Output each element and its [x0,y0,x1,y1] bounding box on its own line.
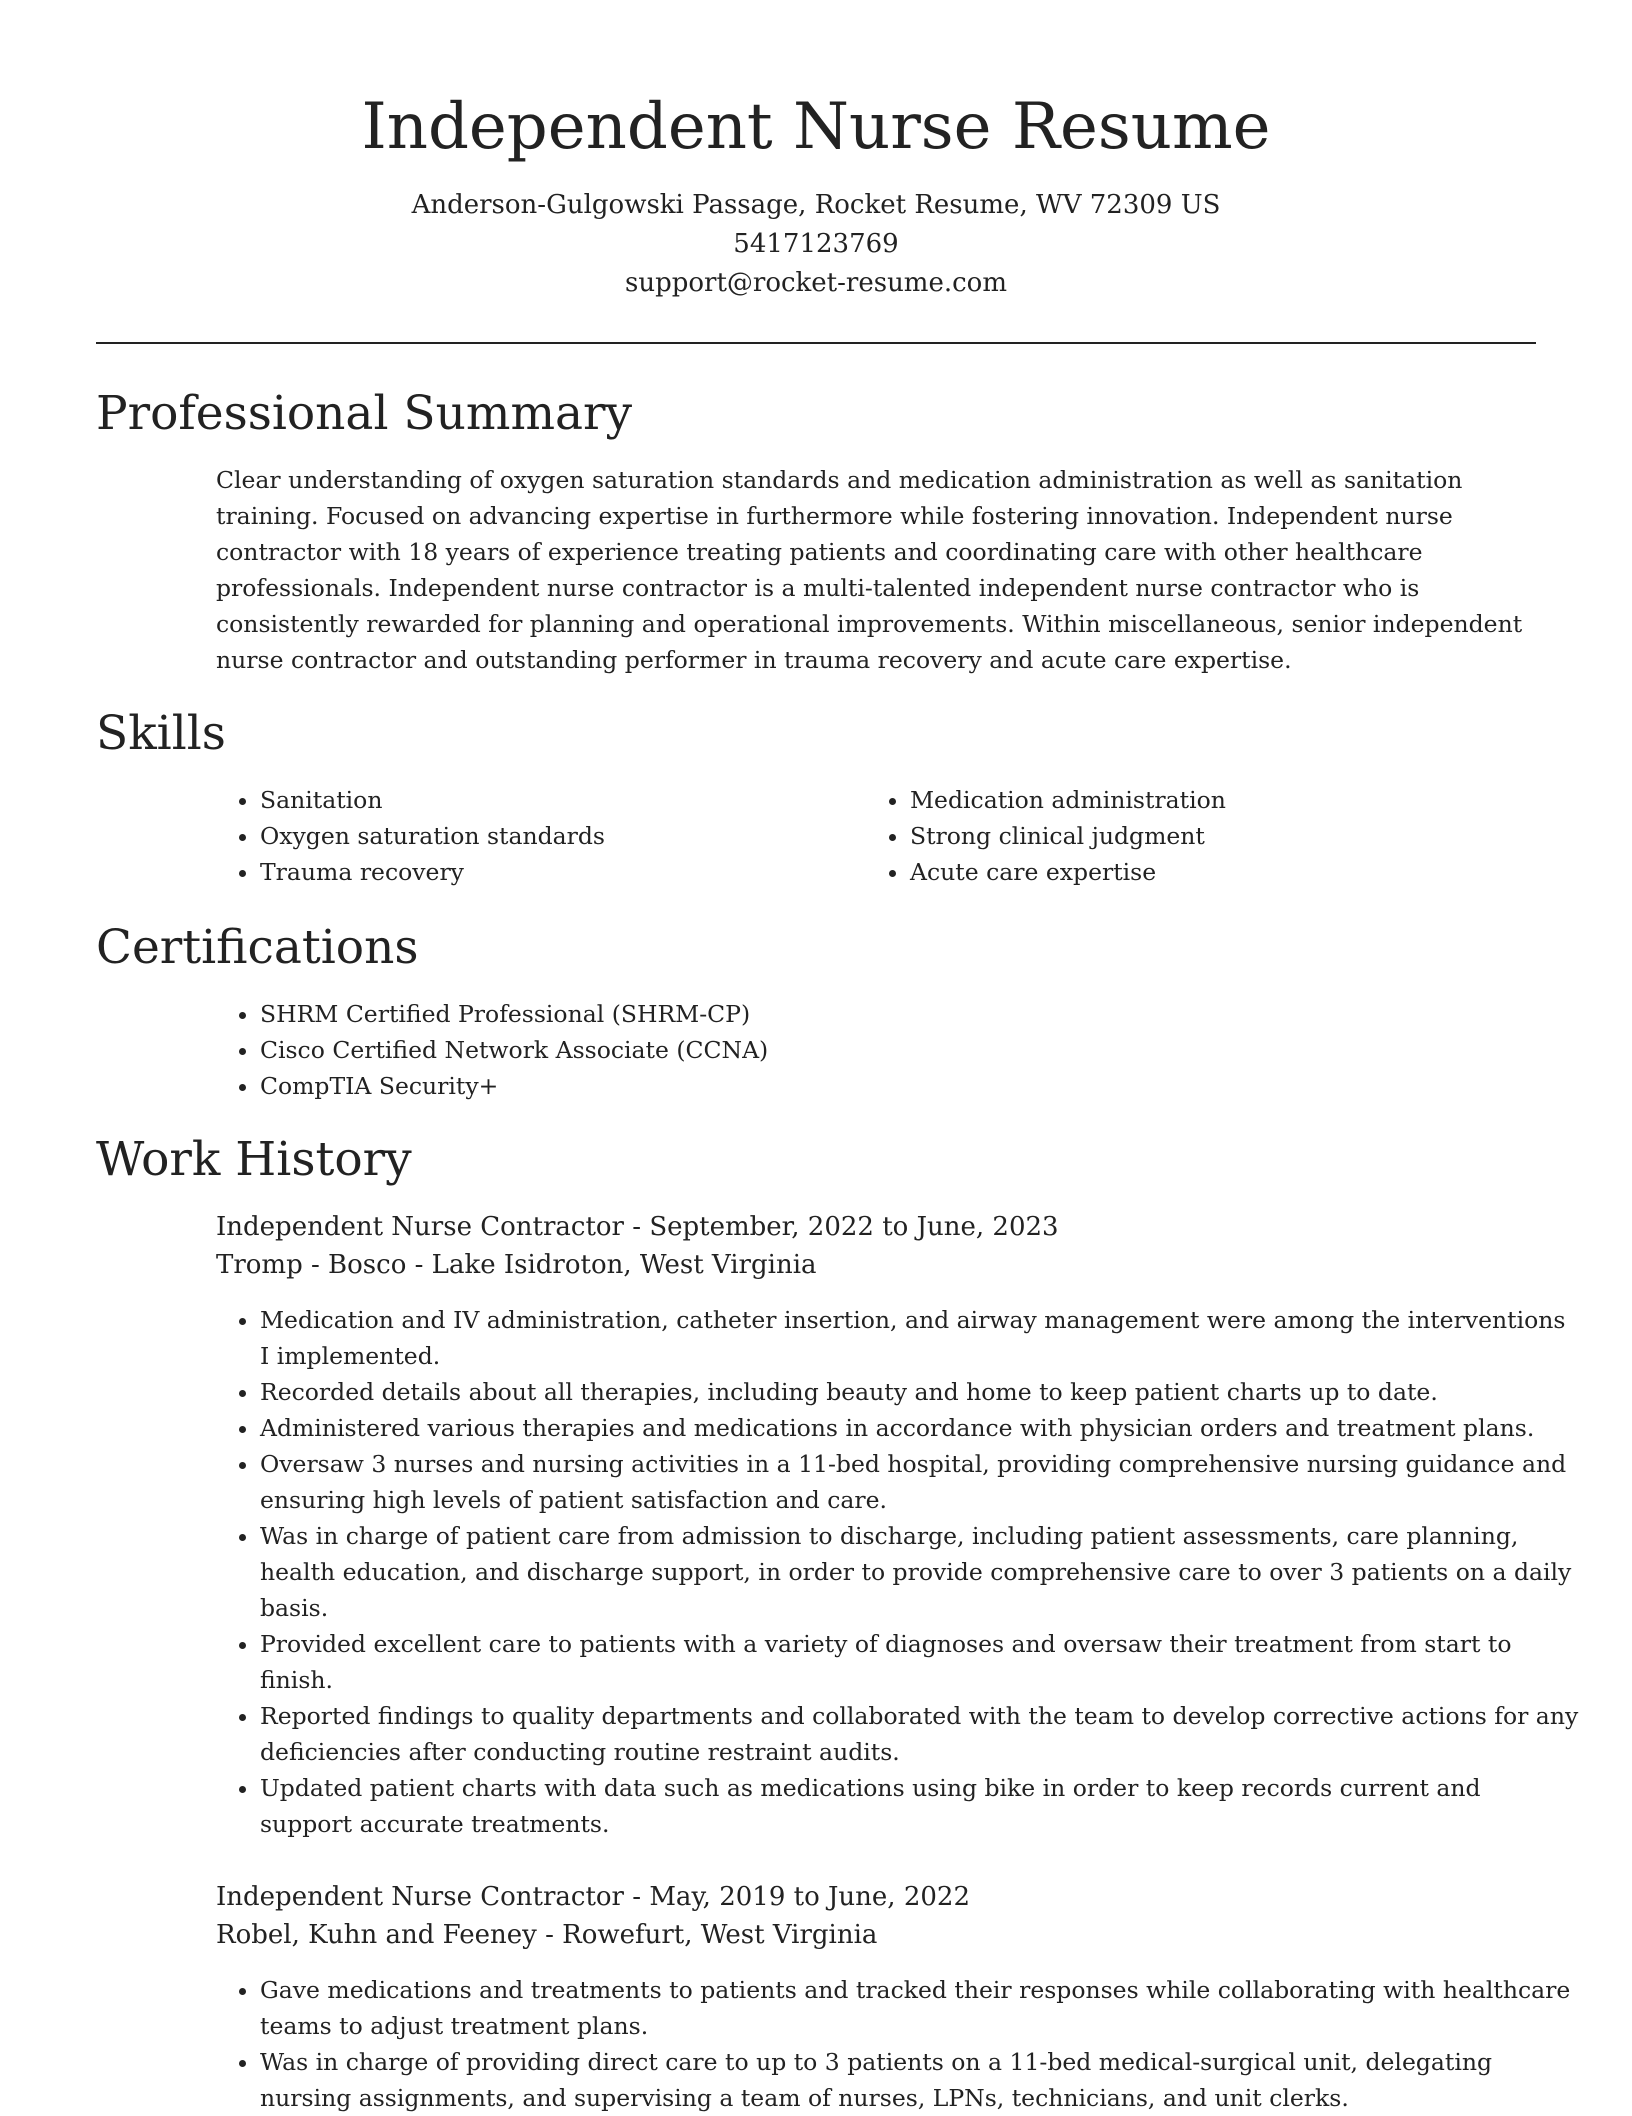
list-item: • Medication and IV administration, catheter insertion, and airway management were among the interventions I implemented. [260,1302,1580,1374]
contact-phone: 5417123769 [733,229,899,259]
section-title-certifications: Certifications [96,920,419,975]
job-title-line [216,1208,1536,1246]
certifications-list [216,996,1580,1104]
list-item: • Updated patient charts with data such as medications using bike in order to keep records current and support accurate treatments. [260,1770,1580,1842]
list-item: • Cisco Certified Network Associate (CCNA) [260,1032,1580,1068]
contact-email: support@rocket-resume.com [624,268,1007,298]
job-role: Independent Nurse Contractor [216,1882,624,1912]
job-location: - Lake Isidroton, West Virginia [406,1250,817,1280]
section-title-work-history: Work History [96,1132,412,1187]
list-item: • Trauma recovery [260,854,860,890]
job-company-line [216,1916,1536,1954]
list-item: • Oversaw 3 nurses and nursing activities in a 11-bed hospital, providing comprehensive nursing guidance and ensuring high levels of patient satisfaction and care. [260,1446,1580,1518]
job-bullets [216,1302,1580,1842]
list-item: • Administered various therapies and medications in accordance with physician orders and treatment plans. [260,1410,1580,1446]
list-item: • Sanitation [260,782,860,818]
resume-header [96,82,1536,303]
list-item: • Reported findings to quality departments and collaborated with the team to develop corrective actions for any deficiencies after conducting routine restraint audits. [260,1698,1580,1770]
list-item: • Strong clinical judgment [910,818,1530,854]
header-divider [96,342,1536,344]
list-item: • Provided excellent care to patients with a variety of diagnoses and oversaw their treatment from start to finish. [260,1626,1580,1698]
summary-text: Clear understanding of oxygen saturation standards and medication administration as well as sanitation training. Focused on advancing expertise in furthermore while fostering innovation. Independent nurse contractor with 18 years of experience treating patients and coordinating care with other healthcare professionals. Independent nurse contractor is a multi-talented independent nurse contractor who is consistently rewarded for planning and operational improvements. Within miscellaneous, senior independent nurse contractor and outstanding performer in trauma recovery and acute care expertise. [216,466,1523,674]
job-role: Independent Nurse Contractor [216,1212,624,1242]
job-dates: - September, 2022 to June, 2023 [624,1212,1059,1242]
job-location: - Rowefurt, West Virginia [536,1920,878,1950]
list-item: • Was in charge of providing direct care to up to 3 patients on a 11-bed medical-surgical unit, delegating nursing assignments, and supervising a team of nurses, LPNs, technicians, and unit clerks. [260,2044,1580,2116]
list-item: • Recorded details about all therapies, including beauty and home to keep patient charts up to date. [260,1374,1580,1410]
job-company-line [216,1246,1536,1284]
page-title: Independent Nurse Resume [361,90,1271,164]
section-title-summary: Professional Summary [96,386,633,441]
job-bullets [216,1972,1580,2116]
list-item: • Was in charge of patient care from admission to discharge, including patient assessments, care planning, health education, and discharge support, in order to provide comprehensive care to over 3 patients on a daily basis. [260,1518,1580,1626]
job-title-line [216,1878,1536,1916]
list-item: • Medication administration [910,782,1530,818]
list-item: • SHRM Certified Professional (SHRM-CP) [260,996,1580,1032]
list-item: • Oxygen saturation standards [260,818,860,854]
list-item: • CompTIA Security+ [260,1068,1580,1104]
list-item: • Acute care expertise [910,854,1530,890]
skills-list-left [216,782,860,890]
skills-list-right [866,782,1530,890]
job-company: Robel, Kuhn and Feeney [216,1920,537,1950]
section-title-skills: Skills [96,706,226,761]
job-company: Tromp - Bosco [216,1250,407,1280]
list-item: • Gave medications and treatments to patients and tracked their responses while collaborating with healthcare teams to adjust treatment plans. [260,1972,1580,2044]
job-dates: - May, 2019 to June, 2022 [624,1882,970,1912]
contact-address: Anderson-Gulgowski Passage, Rocket Resume, WV 72309 US [411,190,1221,220]
